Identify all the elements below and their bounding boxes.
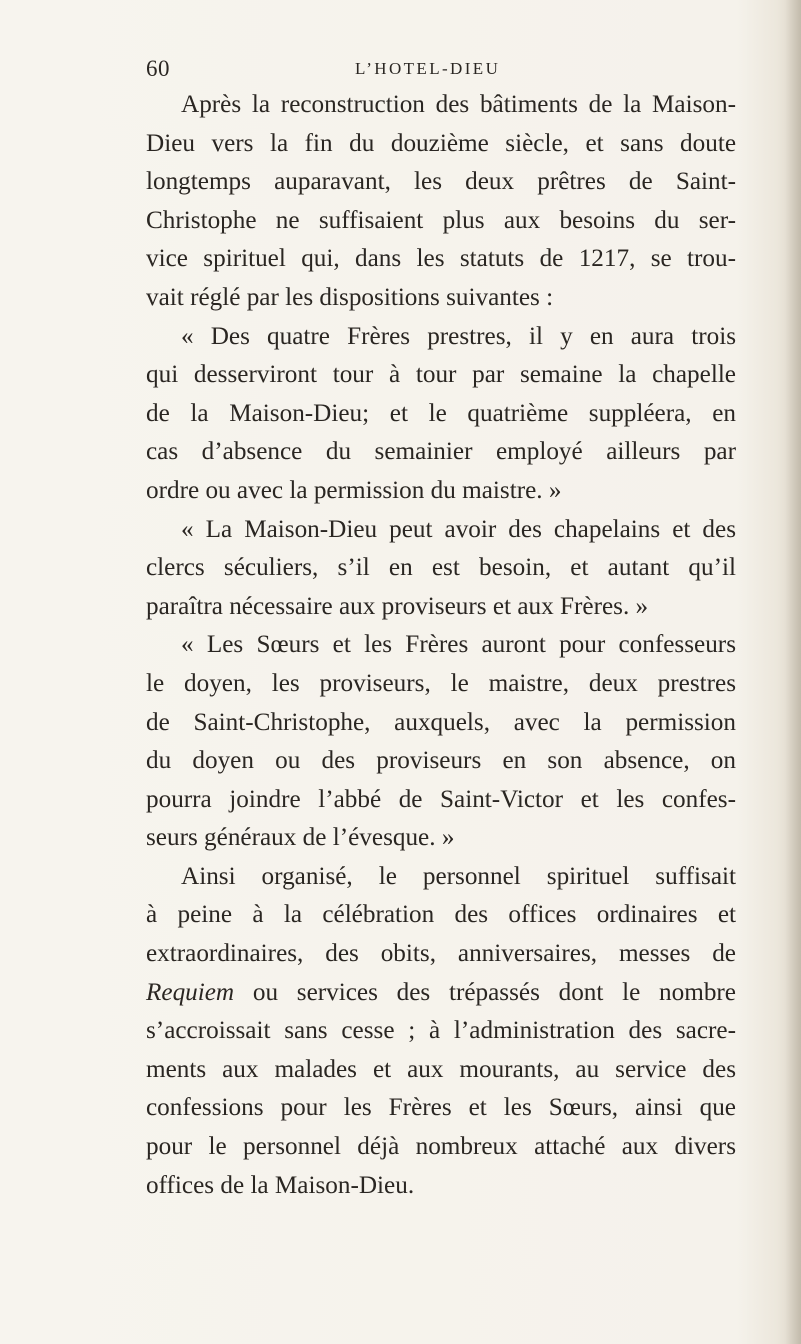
text-line: seurs généraux de l’évesque. » [146, 824, 455, 852]
text-line: à peine à la célébration des offices ordinaires et [146, 901, 736, 929]
text-line: cas d’absence du semainier employé ailleurs par [146, 438, 736, 466]
text-line: Après la reconstruction des bâtiments de la Maison- [181, 91, 736, 118]
text-line: vait réglé par les dispositions suivantes : [146, 283, 554, 311]
text-line: extraordinaires, des obits, anniversaires, messes de [146, 940, 736, 968]
text-line: du doyen ou des proviseurs en son absence, on [146, 747, 736, 775]
page-number: 60 [146, 56, 170, 81]
text-line: Christophe ne suffisaient plus aux besoins du ser- [146, 206, 736, 234]
text-line: « Les Sœurs et les Frères auront pour confesseurs [181, 631, 736, 659]
text-line: longtemps auparavant, les deux prêtres de Saint- [146, 168, 736, 196]
text-line: le doyen, les proviseurs, le maistre, deux prestres [146, 669, 736, 697]
text-line: de la Maison-Dieu; et le quatrième suppléera, en [146, 399, 736, 427]
running-head: L’HOTEL-DIEU [355, 59, 501, 78]
text-line: Dieu vers la fin du douzième siècle, et sans doute [146, 129, 736, 157]
text-line: pour le personnel déjà nombreux attaché aux divers [146, 1133, 736, 1161]
text-line: ments aux malades et aux mourants, au service des [146, 1055, 736, 1083]
line-text: ou services des trépassés dont le nombre [234, 978, 736, 1006]
text-line: qui desserviront tour à tour par semaine la chapelle [146, 361, 736, 389]
text-line: s’accroissait sans cesse ; à l’administration des sacre- [146, 1017, 736, 1045]
text-line: « La Maison-Dieu peut avoir des chapelains et des [181, 515, 736, 543]
italic-word: Requiem [146, 978, 235, 1006]
text-line: confessions pour les Frères et les Sœurs, ainsi que [146, 1094, 736, 1122]
page-edge-shadow [785, 0, 801, 1344]
text-line: Ainsi organisé, le personnel spirituel suffisait [181, 862, 736, 890]
text-line: paraîtra nécessaire aux proviseurs et aux Frères. » [146, 592, 649, 620]
text-line: clercs séculiers, s’il en est besoin, et autant qu’il [146, 554, 736, 582]
text-line: « Des quatre Frères prestres, il y en aura trois [181, 322, 736, 350]
text-line: offices de la Maison-Dieu. [146, 1171, 415, 1199]
text-line [146, 974, 736, 1013]
text-line: de Saint-Christophe, auxquels, avec la permission [146, 708, 736, 736]
body-text [146, 86, 736, 1205]
text-line: ordre ou avec la permission du maistre. » [146, 476, 562, 504]
text-line: vice spirituel qui, dans les statuts de 1217, se trou- [146, 245, 736, 273]
page-header [146, 56, 706, 86]
text-line: pourra joindre l’abbé de Saint-Victor et les confes- [146, 785, 736, 813]
